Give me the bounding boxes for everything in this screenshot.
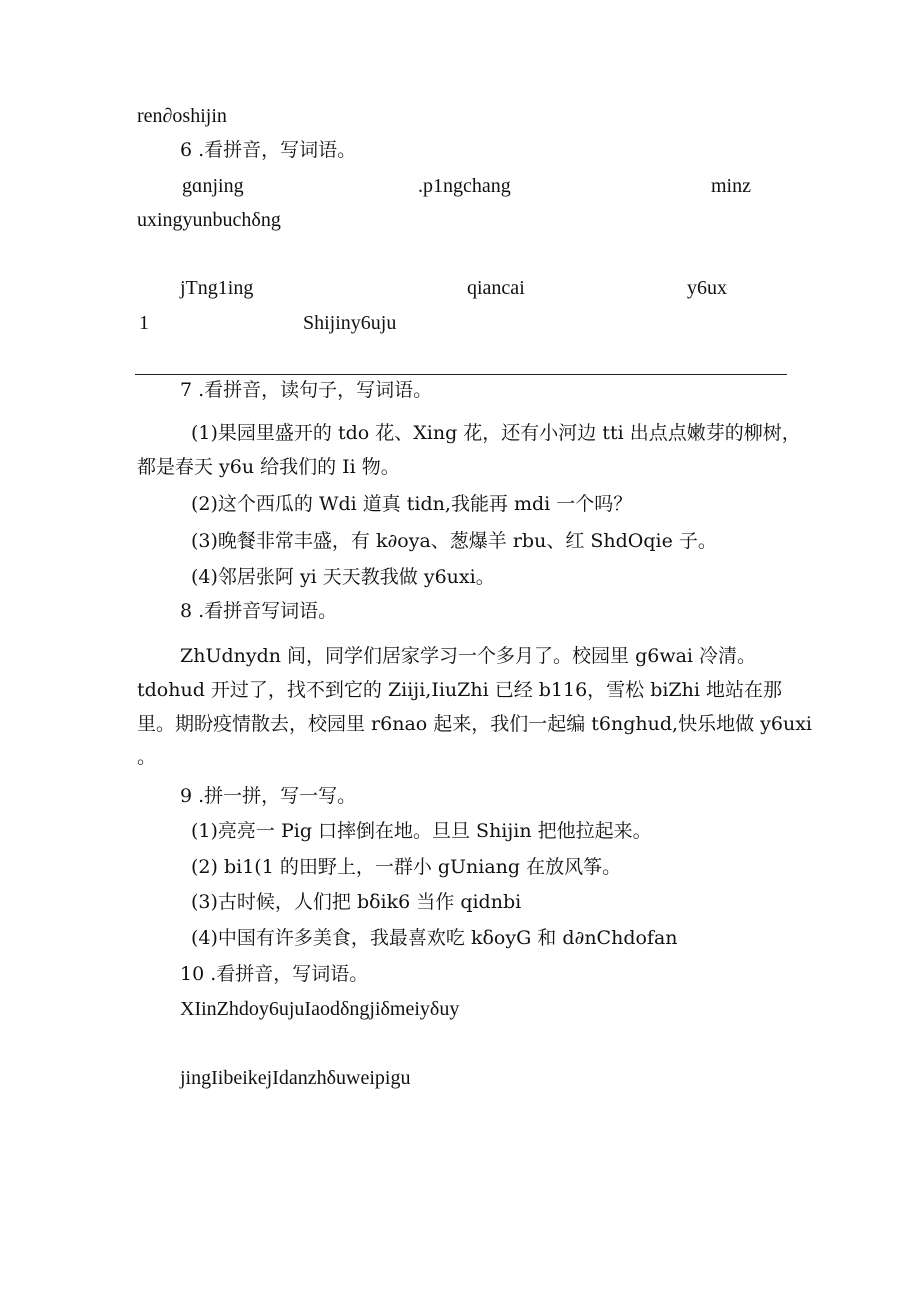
paragraph-line: ZhUdnydn 间，同学们居家学习一个多月了。校园里 g6wai 冷清。 [180, 645, 757, 667]
pinyin-line: XIinZhdoy6ujuIaodδngjiδmeiyδuy [180, 998, 460, 1020]
pinyin-line: jingIibeikejIdanzhδuweipigu [180, 1067, 411, 1089]
sentence-line: (2) bi1(1 的田野上，一群小 gUniang 在放风筝。 [191, 856, 622, 878]
paragraph-line: tdohud 开过了，找不到它的 Ziiji,IiuZhi 已经 b116，雪松 biZhi 地站在那 [137, 679, 782, 701]
question-8-title: 8 .看拼音写词语。 [180, 600, 338, 622]
sentence-line: 都是春天 y6u 给我们的 Ii 物。 [137, 456, 400, 478]
pinyin-item: gɑnjing [182, 175, 244, 197]
question-10-title: 10 .看拼音，写词语。 [180, 963, 369, 985]
pinyin-item: uxingyunbuchδng [137, 209, 281, 231]
sentence-line: (4)邻居张阿 yi 天天教我做 y6uxi。 [191, 566, 495, 588]
question-7-title: 7 .看拼音，读句子，写词语。 [180, 379, 433, 401]
pinyin-item: jTng1ing [180, 277, 254, 299]
question-9-title: 9 .拼一拼，写一写。 [180, 785, 357, 807]
divider-line [135, 374, 787, 375]
sentence-line: (2)这个西瓜的 Wdi 道真 tidn,我能再 mdi 一个吗？ [191, 493, 633, 515]
sentence-line: (3)古时候，人们把 bδik6 当作 qidnbi [191, 891, 522, 913]
pinyin-line: ren∂oshijin [137, 105, 227, 127]
sentence-line: (3)晚餐非常丰盛，有 k∂oya、葱爆羊 rbu、红 ShdOqie 子。 [191, 530, 717, 552]
paragraph-line: 。 [137, 746, 157, 768]
pinyin-item: Shijiny6uju [303, 312, 397, 334]
sentence-line: (4)中国有许多美食，我最喜欢吃 kδoyG 和 d∂nChdofan [191, 927, 678, 949]
pinyin-item: .p1ngchang [418, 175, 511, 197]
sentence-line: (1)果园里盛开的 tdo 花、Xing 花，还有小河边 tti 出点点嫩芽的柳树， [191, 422, 801, 444]
paragraph-line: 里。期盼疫情散去，校园里 r6nao 起来，我们一起编 t6nghud,快乐地做 y6uxi [137, 713, 812, 735]
pinyin-item: 1 [139, 312, 149, 334]
pinyin-item: y6ux [687, 277, 727, 299]
question-6-title: 6 .看拼音，写词语。 [180, 139, 357, 161]
sentence-line: (1)亮亮一 Pig 口摔倒在地。旦旦 Shijin 把他拉起来。 [191, 820, 652, 842]
pinyin-item: qiancai [467, 277, 525, 299]
pinyin-item: minz [711, 175, 751, 197]
